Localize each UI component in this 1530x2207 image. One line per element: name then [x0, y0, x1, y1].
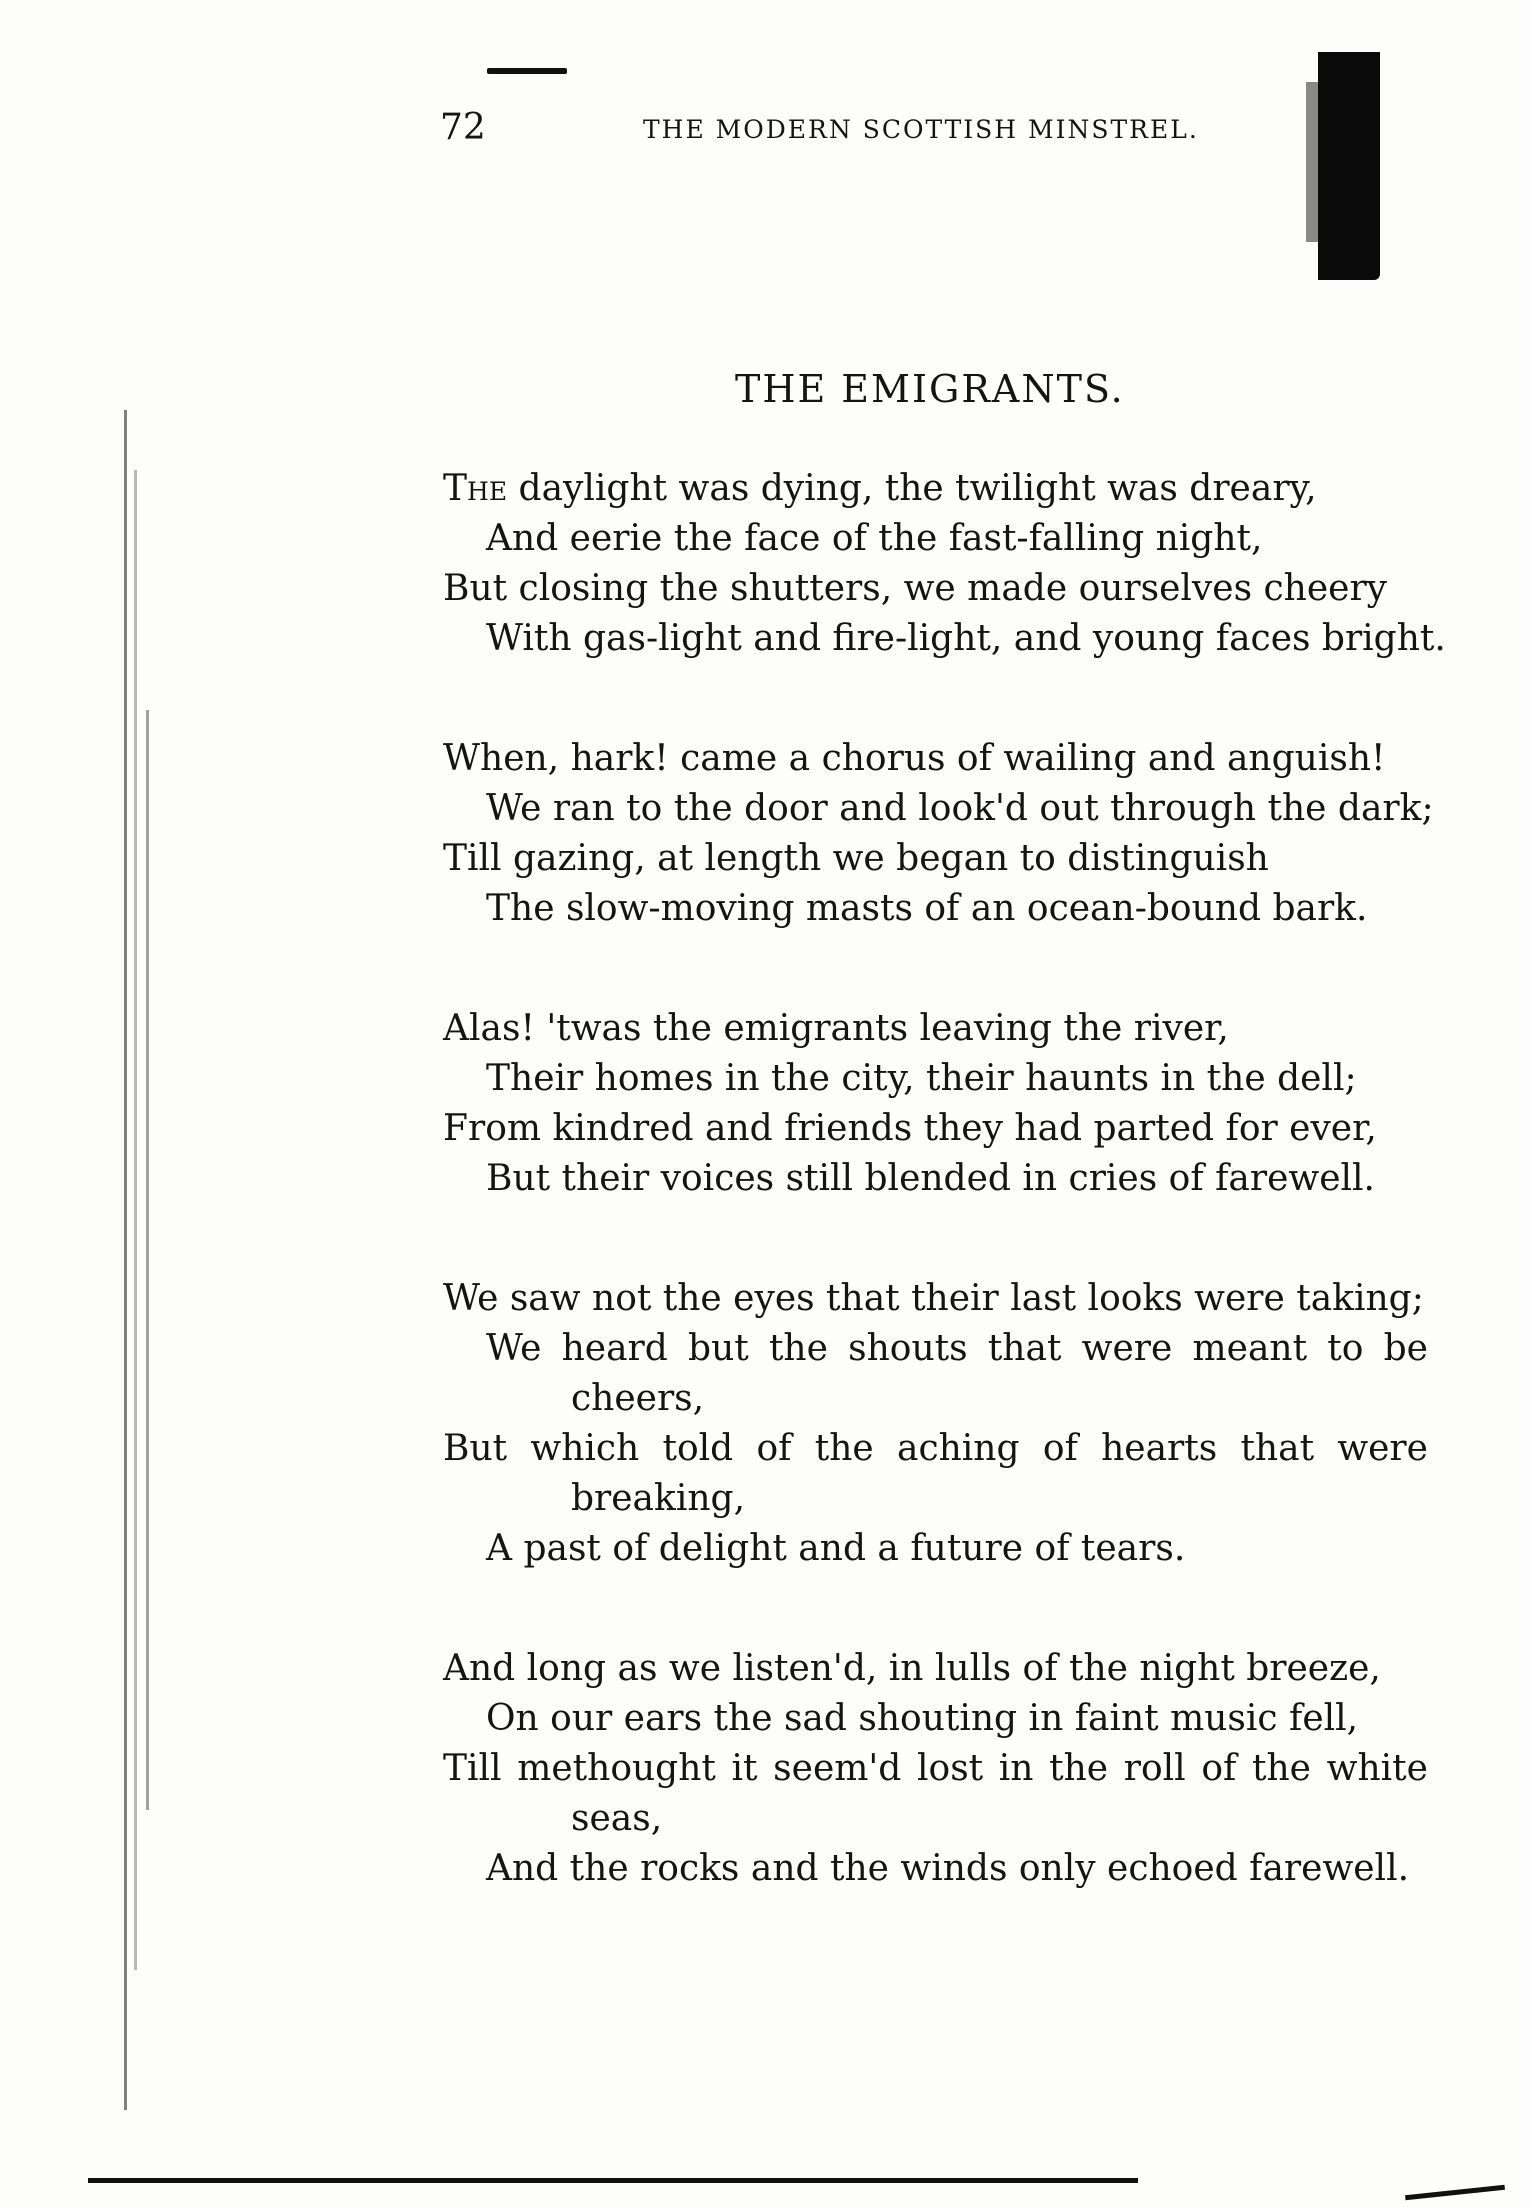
- word: aching: [896, 1428, 1020, 1469]
- word: were: [1337, 1428, 1428, 1469]
- line-text: daylight was dying, the twilight was dreary,: [507, 468, 1317, 509]
- poem-line: Their homes in the city, their haunts in the dell;: [486, 1058, 1357, 1099]
- poem-line-continuation: seas,: [571, 1798, 663, 1839]
- word: shouts: [848, 1328, 968, 1369]
- word: meant: [1192, 1328, 1308, 1369]
- word: but: [688, 1328, 749, 1369]
- word: methought: [517, 1748, 716, 1789]
- poem-line: We ran to the door and look'd out through the dark;: [486, 788, 1434, 829]
- word: Till: [443, 1748, 502, 1789]
- word: the: [1049, 1748, 1109, 1789]
- word: it: [731, 1748, 758, 1789]
- binding-gutter: [120, 410, 160, 2130]
- word: the: [768, 1328, 828, 1369]
- stanza: [443, 464, 1446, 664]
- poem-line: And eerie the face of the fast-falling night,: [486, 518, 1263, 559]
- poem-line-justified: [443, 1324, 1428, 1374]
- bottom-rule-corner: [1405, 2185, 1505, 2200]
- stanza: [443, 1004, 1443, 1204]
- poem-line: Till gazing, at length we began to distinguish: [443, 838, 1269, 879]
- word: of: [756, 1428, 792, 1469]
- word: hearts: [1101, 1428, 1218, 1469]
- word: white: [1326, 1748, 1428, 1789]
- word: lost: [917, 1748, 984, 1789]
- running-head: THE MODERN SCOTTISH MINSTREL.: [643, 115, 1199, 144]
- word: heard: [561, 1328, 668, 1369]
- poem-line: And the rocks and the winds only echoed farewell.: [486, 1848, 1410, 1889]
- stanza: [443, 734, 1443, 934]
- poem-line: We saw not the eyes that their last looks were taking;: [443, 1278, 1424, 1319]
- scan-mark: [487, 68, 567, 74]
- poem-line: On our ears the sad shouting in faint music fell,: [486, 1698, 1359, 1739]
- word: were: [1081, 1328, 1173, 1369]
- word: roll: [1123, 1748, 1186, 1789]
- poem-body: [443, 464, 1446, 1964]
- word: that: [1240, 1428, 1315, 1469]
- page-edge-shadow: [1318, 52, 1380, 280]
- word: that: [987, 1328, 1062, 1369]
- word: We: [486, 1328, 542, 1369]
- poem-line: With gas-light and fire-light, and young faces bright.: [486, 618, 1446, 659]
- word: of: [1042, 1428, 1078, 1469]
- word: the: [814, 1428, 874, 1469]
- word: which: [530, 1428, 640, 1469]
- poem-title: THE EMIGRANTS.: [735, 367, 1125, 411]
- poem-line: But closing the shutters, we made ourselves cheery: [443, 568, 1387, 609]
- poem-line-continuation: breaking,: [571, 1478, 746, 1519]
- page-number: 72: [440, 107, 486, 148]
- poem-line: And long as we listen'd, in lulls of the night breeze,: [443, 1648, 1381, 1689]
- poem-line: When, hark! came a chorus of wailing and anguish!: [443, 738, 1386, 779]
- poem-line-justified: [443, 1744, 1428, 1794]
- word: be: [1383, 1328, 1428, 1369]
- poem-line-justified: [443, 1424, 1428, 1474]
- poem-line: [443, 464, 1443, 514]
- stanza: [443, 1644, 1443, 1894]
- word: seem'd: [773, 1748, 902, 1789]
- poem-line: The slow-moving masts of an ocean-bound bark.: [486, 888, 1368, 929]
- poem-line: From kindred and friends they had parted for ever,: [443, 1108, 1377, 1149]
- word: of: [1201, 1748, 1237, 1789]
- stanza: [443, 1274, 1443, 1574]
- page-header: [440, 108, 1260, 148]
- poem-line: A past of delight and a future of tears.: [486, 1528, 1186, 1569]
- poem-line-continuation: cheers,: [571, 1378, 705, 1419]
- word: in: [998, 1748, 1034, 1789]
- poem-line: But their voices still blended in cries of farewell.: [486, 1158, 1375, 1199]
- poem-line: Alas! 'twas the emigrants leaving the river,: [443, 1008, 1229, 1049]
- word: to: [1327, 1328, 1364, 1369]
- word: told: [662, 1428, 734, 1469]
- drop-word: The: [443, 468, 508, 509]
- word: But: [443, 1428, 508, 1469]
- word: the: [1252, 1748, 1311, 1789]
- bottom-rule: [88, 2178, 1138, 2183]
